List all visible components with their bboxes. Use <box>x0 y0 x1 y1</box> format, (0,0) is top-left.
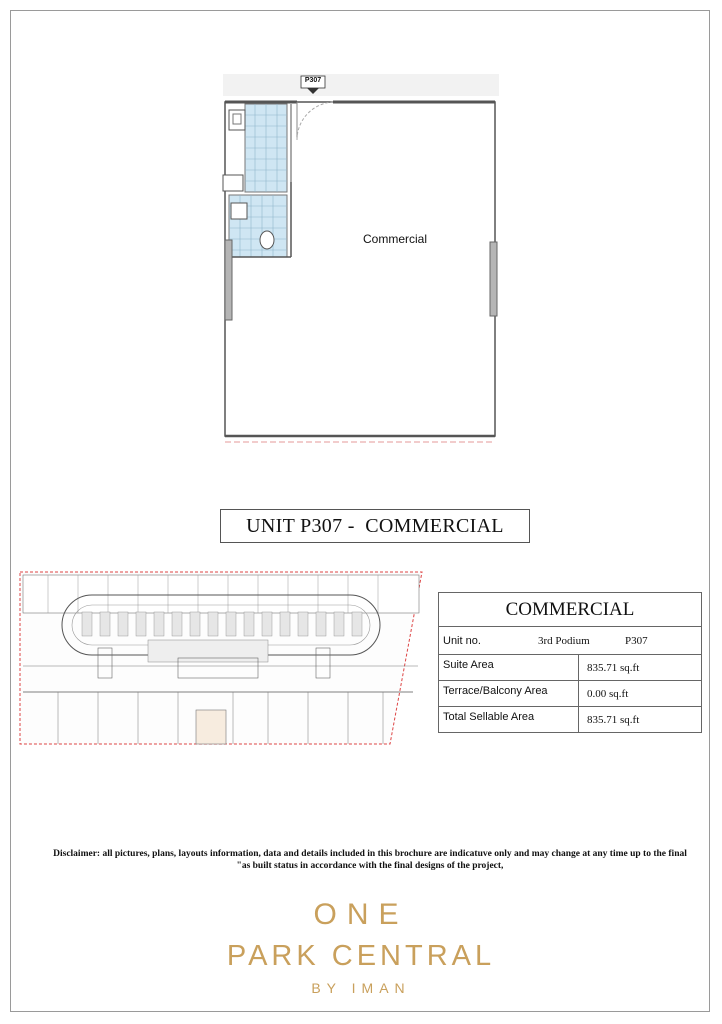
disclaimer <box>40 848 700 872</box>
table-row <box>439 681 701 707</box>
row-value: 835.71 sq.ft <box>587 714 640 726</box>
table-row <box>439 655 701 681</box>
logo-line-2: PARK CENTRAL <box>226 940 496 972</box>
unit-row-label: Unit no. <box>443 635 481 647</box>
row-label: Total Sellable Area <box>439 707 579 732</box>
disclaimer-line-2: "as built status in accordance with the final designs of the project, <box>236 861 504 871</box>
table-heading: COMMERCIAL <box>439 593 701 627</box>
disclaimer-line-1: Disclaimer: all pictures, plans, layouts information, data and details included in this brochure are indicatuve only and may change at any time up to the final <box>53 849 687 859</box>
logo-line-3: BY IMAN <box>311 980 411 996</box>
row-label: Suite Area <box>439 655 579 680</box>
row-label: Terrace/Balcony Area <box>439 681 579 706</box>
row-value: 0.00 sq.ft <box>587 688 629 700</box>
room-label: Commercial <box>363 232 428 246</box>
row-value: 835.71 sq.ft <box>587 662 640 674</box>
table-row <box>439 707 701 732</box>
unit-title: UNIT P307 - COMMERCIAL <box>220 509 530 543</box>
logo-line-1: ONE <box>313 898 409 931</box>
key-plan <box>18 570 426 751</box>
unit-floor-plan <box>215 70 505 450</box>
unit-row-unit: P307 <box>625 635 648 647</box>
unit-tag-label: P307 <box>304 77 322 84</box>
unit-row-level: 3rd Podium <box>538 635 590 647</box>
area-table <box>438 592 702 733</box>
unit-row <box>439 627 701 655</box>
